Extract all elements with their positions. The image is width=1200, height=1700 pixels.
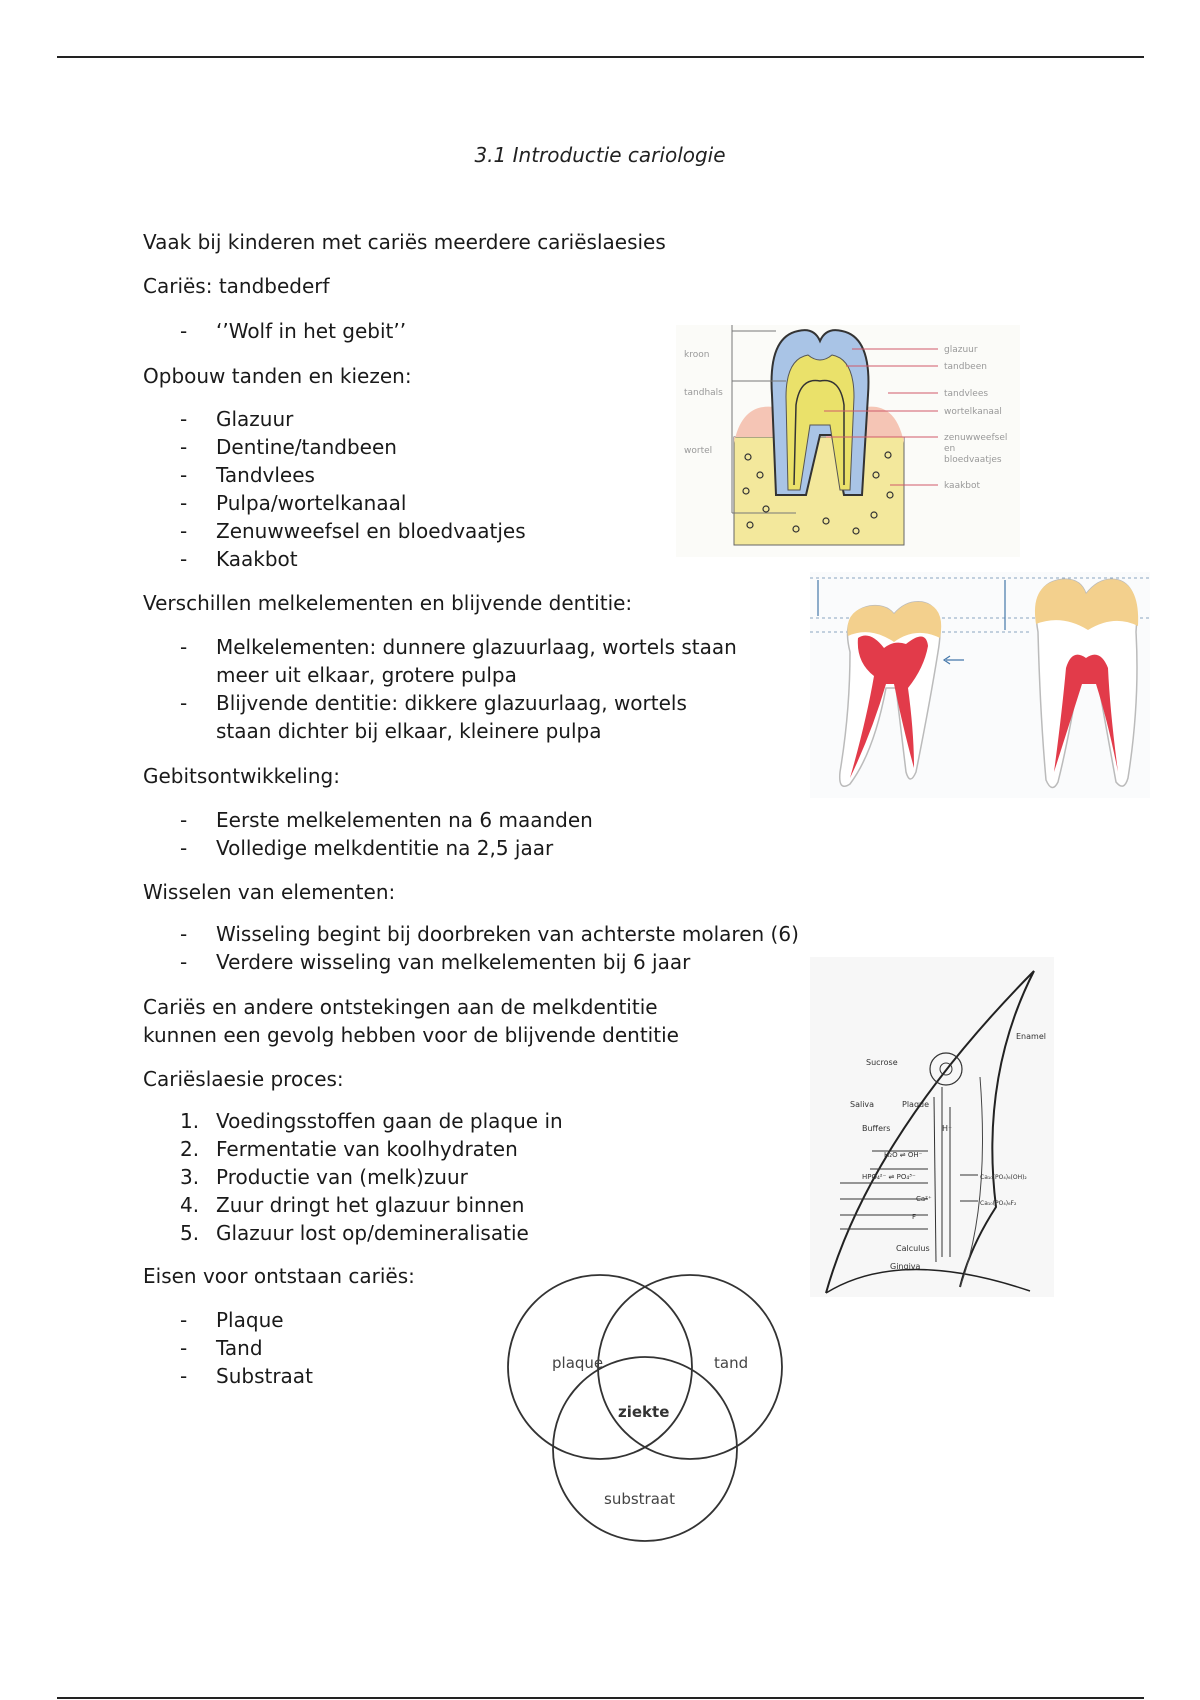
caries-heading: Cariës: tandbederf [143, 274, 330, 298]
list-item: - Pulpa/wortelkanaal [180, 491, 407, 515]
list-item: - Plaque [180, 1308, 284, 1332]
venn-label-ziekte: ziekte [618, 1403, 670, 1421]
list-item: 5. Glazuur lost op/demineralisatie [180, 1221, 529, 1245]
enamel-label-phosphate: HPO₄²⁻ ⇌ PO₄³⁻ [862, 1173, 916, 1181]
list-item: 3. Productie van (melk)zuur [180, 1165, 468, 1189]
venn-label-plaque: plaque [552, 1354, 604, 1372]
tooth-label-kroon: kroon [684, 350, 710, 360]
enamel-demineralisation-figure [810, 957, 1054, 1297]
tooth-anatomy-figure [676, 325, 1020, 557]
caries-venn-diagram [500, 1272, 790, 1572]
list-item: - Kaakbot [180, 547, 298, 571]
list-item: - Dentine/tandbeen [180, 435, 397, 459]
list-item: - Substraat [180, 1364, 313, 1388]
list-item: - Melkelementen: dunnere glazuurlaag, wortels staan [180, 635, 737, 659]
tooth-label-en: en [944, 444, 956, 454]
verschillen-heading: Verschillen melkelementen en blijvende dentitie: [143, 591, 633, 615]
list-item: - Verdere wisseling van melkelementen bij 6 jaar [180, 950, 691, 974]
venn-label-substraat: substraat [604, 1490, 675, 1508]
list-item: - Tand [180, 1336, 263, 1360]
bottom-rule [57, 1697, 1144, 1699]
enamel-label-buffers: Buffers [862, 1124, 891, 1133]
list-item: 1. Voedingsstoffen gaan de plaque in [180, 1109, 563, 1133]
list-item: - Glazuur [180, 407, 294, 431]
tooth-label-wortelkanaal: wortelkanaal [944, 407, 1002, 417]
enamel-label-gingiva: Gingiva [890, 1262, 921, 1271]
list-item: - Eerste melkelementen na 6 maanden [180, 808, 593, 832]
enamel-label-fluorapatite: Ca₁₀(PO₄)₆F₂ [980, 1200, 1017, 1207]
tooth-label-tandhals: tandhals [684, 388, 723, 398]
wisselen-heading: Wisselen van elementen: [143, 880, 396, 904]
enamel-label-enamel: Enamel [1016, 1032, 1046, 1041]
list-item: 4. Zuur dringt het glazuur binnen [180, 1193, 525, 1217]
proces-heading: Cariëslaesie proces: [143, 1067, 344, 1091]
list-item: - Tandvlees [180, 463, 315, 487]
list-item: - Volledige melkdentitie na 2,5 jaar [180, 836, 554, 860]
milk-vs-permanent-tooth-figure [810, 572, 1150, 798]
gevolg-text-line2: kunnen een gevolg hebben voor de blijvende dentitie [143, 1023, 679, 1047]
intro-text: Vaak bij kinderen met cariës meerdere cariëslaesies [143, 230, 666, 254]
gevolg-text-line1: Cariës en andere ontstekingen aan de melkdentitie [143, 995, 658, 1019]
tooth-label-glazuur: glazuur [944, 345, 978, 355]
list-item: - Wisseling begint bij doorbreken van achterste molaren (6) [180, 922, 799, 946]
list-item-continuation: staan dichter bij elkaar, kleinere pulpa [216, 719, 602, 743]
venn-label-tand: tand [714, 1354, 749, 1372]
tooth-label-zenuwweefsel: zenuwweefsel [944, 433, 1008, 443]
gebit-heading: Gebitsontwikkeling: [143, 764, 340, 788]
tooth-label-bloedvaatjes: bloedvaatjes [944, 455, 1002, 465]
tooth-label-wortel: wortel [684, 446, 713, 456]
page-title: 3.1 Introductie cariologie [474, 143, 726, 167]
tooth-label-tandbeen: tandbeen [944, 362, 987, 372]
enamel-label-water: H₂O ⇌ OH⁻ [884, 1151, 923, 1159]
enamel-label-plaque: Plaque [902, 1100, 930, 1109]
opbouw-heading: Opbouw tanden en kiezen: [143, 364, 412, 388]
top-rule [57, 56, 1144, 58]
list-item: 2. Fermentatie van koolhydraten [180, 1137, 518, 1161]
eisen-heading: Eisen voor ontstaan cariës: [143, 1264, 415, 1288]
tooth-label-tandvlees: tandvlees [944, 389, 989, 399]
enamel-label-hydroxyapatite: Ca₁₀(PO₄)₆(OH)₂ [980, 1174, 1027, 1181]
enamel-label-calculus: Calculus [896, 1244, 930, 1253]
enamel-label-saliva: Saliva [850, 1100, 875, 1109]
tooth-label-kaakbot: kaakbot [944, 481, 981, 491]
enamel-label-sucrose: Sucrose [866, 1058, 898, 1067]
list-item: - ‘’Wolf in het gebit’’ [180, 319, 407, 343]
enamel-label-fluoride: F⁻ [912, 1213, 920, 1221]
enamel-label-h-plus: H⁺ [942, 1124, 953, 1133]
list-item: - Blijvende dentitie: dikkere glazuurlaag, wortels [180, 691, 687, 715]
enamel-label-calcium: Ca²⁺ [916, 1195, 932, 1203]
list-item: - Zenuwweefsel en bloedvaatjes [180, 519, 526, 543]
list-item-continuation: meer uit elkaar, grotere pulpa [216, 663, 517, 687]
